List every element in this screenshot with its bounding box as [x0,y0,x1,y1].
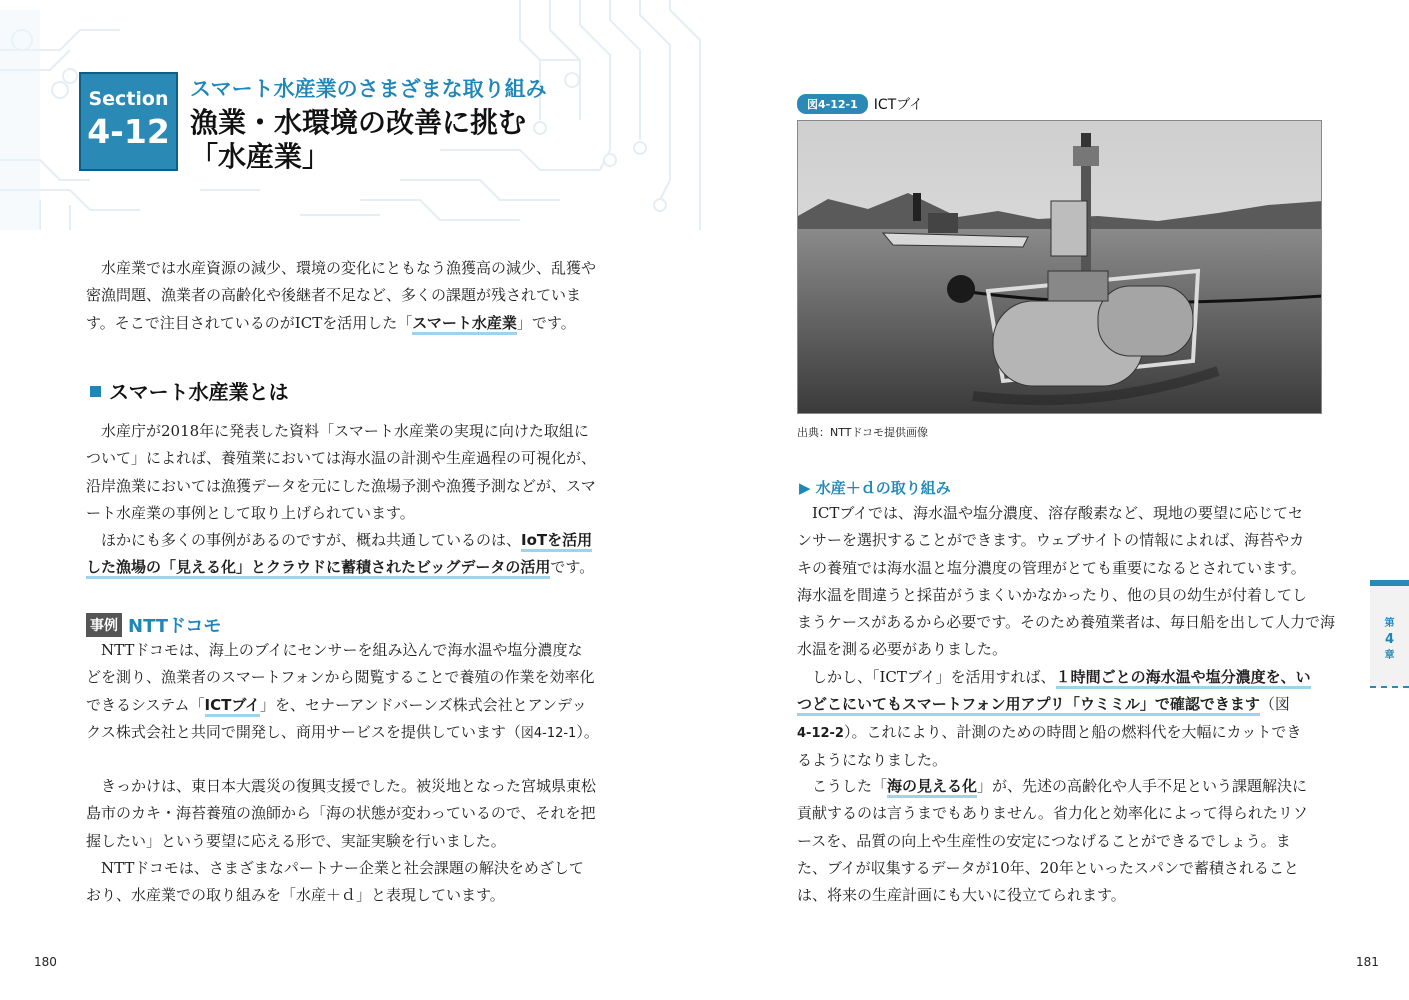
text-line: ート水産業の事例として取り上げられています。 [86,503,415,522]
highlight-iot: IoTを活用 [521,531,592,552]
section-title-line1: 漁業・水環境の改善に挑む [190,106,527,139]
text-span: 」を、セナーアンドバーンズ株式会社とアンデッ [260,695,587,714]
body-paragraph-2 [86,637,599,747]
text-line: どを測り、漁業者のスマートフォンから閲覧することで養殖の作業を効率化 [86,668,595,687]
text-span: こうした「 [797,777,888,795]
text-line: 水温を測る必要がありました。 [797,640,1008,659]
text-line: 島市のカキ・海苔養殖の漁師から「海の状態が変わっているので、それを把 [86,804,596,823]
text-line: ースを、品質の向上や生産性の安定につなげることができるでしょう。ま [797,831,1291,850]
case-heading [86,612,221,638]
text-line: ンサーを選択することができます。ウェブサイトの情報によれば、海苔やカ [797,531,1305,550]
text-span: （図 [1259,695,1290,714]
text-line: 貢献するのは言うまでもありません。省力化と効率化によって得られたリソ [797,804,1308,823]
text-line: ICTブイでは、海水温や塩分濃度、溶存酸素など、現地の要望に応じてセ [797,504,1304,522]
highlight-sea-visualization: 海の見える化 [887,777,977,798]
right-body-paragraph-2 [797,664,1311,774]
text-span: ）。これにより、計測のための時間と船の燃料代を大幅にカットでき [843,722,1302,741]
square-bullet-icon [90,386,101,397]
text-line [797,691,1311,718]
text-line: おり、水産業での取り組みを「水産＋ｄ」と表現しています。 [86,886,505,905]
text-line: NTTドコモは、さまざまなパートナー企業と社会課題の解決をめざして [86,858,584,877]
text-span: ほかにも多くの事例があるのですが、概ね共通しているのは、 [86,531,522,550]
heading-suisan-d: ▶ 水産＋ｄの取り組み [799,479,951,497]
text-line: きっかけは、東日本大震災の復興支援でした。被災地となった宮城県東松 [86,777,597,795]
body-paragraph-3 [86,773,596,909]
text-line: た、ブイが収集するデータが10年、20年といったスパンで蓄積されること [797,858,1299,877]
text-span: です。 [550,558,595,577]
text-line: キの養殖では海水温と塩分濃度の管理がとても重要になるとされています。 [797,558,1306,577]
section-subtitle: スマート水産業のさまざまな取り組み [190,77,547,101]
ict-buoy-photo [797,120,1322,414]
section-badge [79,72,178,171]
photo-source: 出典：NTTドコモ提供画像 [797,426,929,439]
chapter-tab [1370,580,1409,688]
text-line: るようになりました。 [797,750,948,769]
right-body-paragraph-3 [797,773,1308,909]
text-line [797,664,1311,691]
text-line: は、将来の生産計画にも大いに役立てられます。 [797,886,1126,905]
section-title-line2: 「水産業」 [190,140,331,173]
figure-reference: 図4-12-1 [520,725,577,741]
text-line: 水産業では水産資源の減少、環境の変化にともなう漁獲高の減少、乱獲や [86,259,597,277]
text-line: まうケースがあるから必要です。そのため養殖業者は、毎日船を出して人力で海 [797,613,1336,632]
buoy-photo-illustration [798,121,1322,414]
text-span: 」が、先述の高齢化や人手不足という課題解決に [977,777,1308,795]
intro-paragraph [86,255,596,337]
highlight-umimiru-app: つどこにいてもスマートフォン用アプリ「ウミミル」で確認できます [797,695,1260,716]
text-line: 海水温を間違うと採苗がうまくいかなかったり、他の貝の幼生が付着してし [797,585,1308,604]
case-title: NTTドコモ [128,616,222,637]
highlight-hourly-data: １時間ごとの海水温や塩分濃度を、い [1056,668,1311,689]
figure-caption [797,93,923,114]
text-line [86,692,599,719]
section-label: Section [88,88,169,110]
text-line [86,554,596,581]
text-line: NTTドコモは、海上のブイにセンサーを組み込んで海水温や塩分濃度な [86,641,583,659]
section-number: 4-12 [87,112,170,151]
heading-smart-fisheries [90,376,289,405]
text-line: ついて」によれば、養殖業においては海水温の計測や生産過程の可視化が、 [86,449,597,468]
text-span: クス株式会社と共同で開発し、商用サービスを提供しています（ [86,722,521,741]
text-line [86,310,596,337]
text-line [86,527,596,554]
text-line [797,773,1308,800]
highlight-smart-fisheries: スマート水産業 [412,314,517,335]
chapter-label-top: 第 [1384,618,1395,629]
text-span: 」です。 [516,313,576,332]
text-span: できるシステム「 [86,695,205,714]
highlight-ict-buoy: ICTブイ [205,696,260,717]
section-title [190,106,526,174]
text-span: す。そこで注目されているのがICTを活用した「 [86,313,413,332]
figure-tag: 図4-12-1 [797,94,868,114]
case-tag: 事例 [86,613,122,637]
body-paragraph-1 [86,418,596,582]
right-body-paragraph-1 [797,500,1335,664]
text-span: しかし、「ICTブイ」を活用すれば、 [797,668,1056,686]
text-span: ）。 [576,722,599,741]
text-line: 沿岸漁業においては漁獲データを元にした漁場予測や漁獲予測などが、スマ [86,476,596,495]
text-line: 水産庁が2018年に発表した資料「スマート水産業の実現に向けた取組に [86,422,589,440]
text-line [86,719,599,747]
page-number-left: 180 [34,955,57,969]
heading-text: スマート水産業とは [109,380,289,404]
text-line [797,719,1311,747]
figure-reference: 4-12-2 [797,725,844,741]
highlight-visualization: した漁場の「見える化」とクラウドに蓄積されたビッグデータの活用 [86,558,550,579]
text-line: 握したい」という要望に応える形で、実証実験を行いました。 [86,831,506,850]
page-number-right: 181 [1356,955,1379,969]
text-line: 密漁問題、漁業者の高齢化や後継者不足など、多くの課題が残されていま [86,286,582,305]
chapter-number: 4 [1384,632,1395,647]
chapter-label-bottom: 章 [1384,650,1395,661]
figure-title: ICTブイ [873,96,923,113]
